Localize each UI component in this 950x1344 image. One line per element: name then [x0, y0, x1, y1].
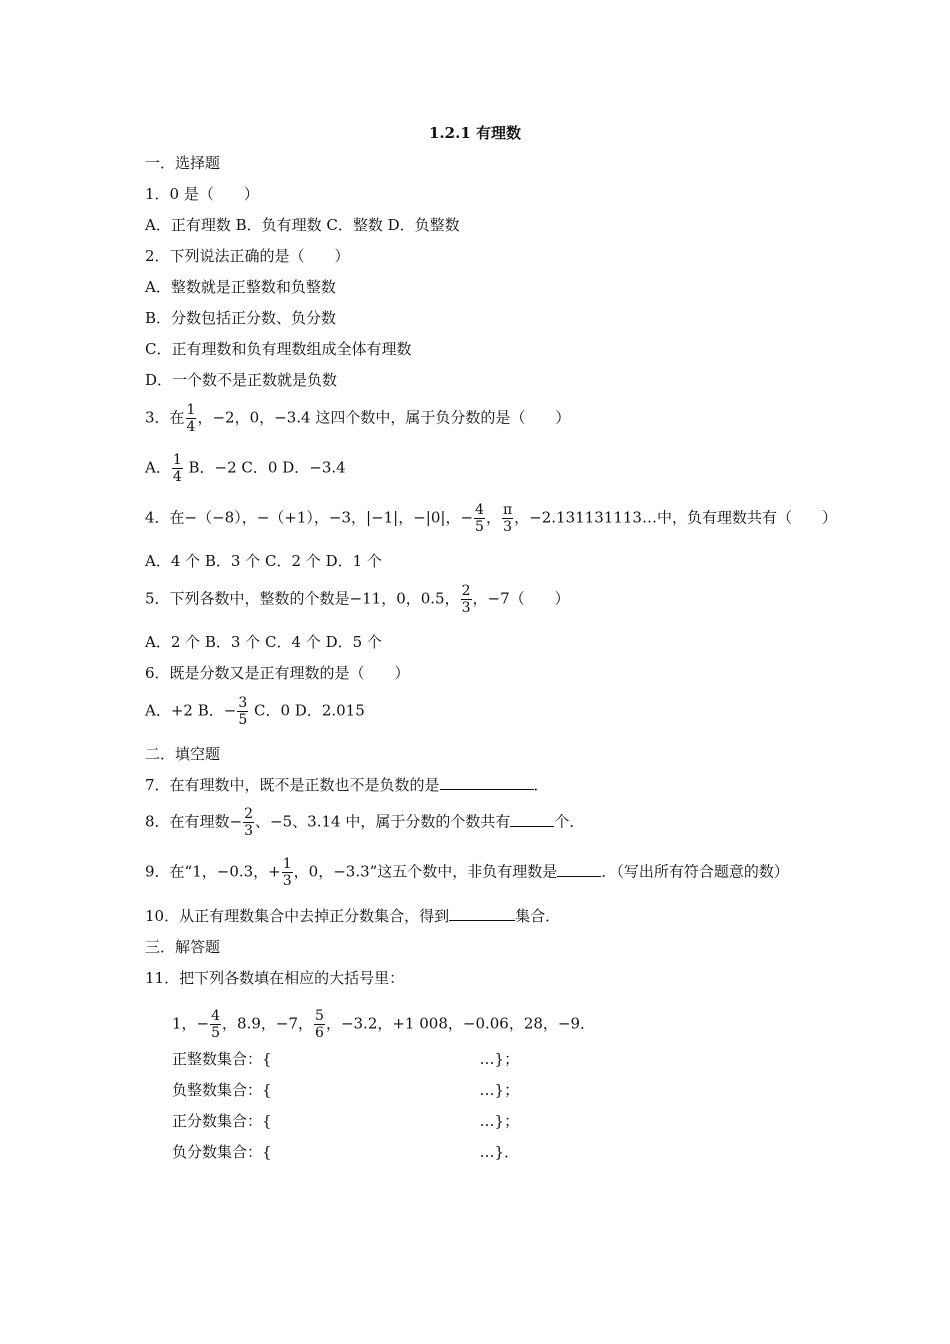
question-11-stem: 11．把下列各数填在相应的大括号里： — [145, 969, 405, 987]
fraction-one-quarter: $\frac{1}{4}$ — [186, 402, 196, 435]
fraction-four-fifths-q11: $\frac{4}{5}$ — [211, 1008, 221, 1041]
question-1-stem: 1．0 是（ ） — [145, 185, 259, 203]
question-8: 8．在有理数− $\frac{2}{3}$ 、−5、3.14 中，属于分数的个数共有 个． — [145, 806, 585, 839]
question-6-stem: 6．既是分数又是正有理数的是（ ） — [145, 664, 410, 682]
question-10: 10．从正有理数集合中去掉正分数集合，得到 集合． — [145, 907, 561, 925]
section-heading-choice: 一．选择题 — [145, 154, 221, 172]
set-negative-integers: 负整数集合：{ …}； — [172, 1081, 520, 1099]
question-9: 9．在“1，−0.3，+ $\frac{1}{3}$ ，0，−3.3”这五个数中，非负有理数是 ．（写出所有符合题意的数） — [145, 856, 789, 889]
fraction-three-fifths: $\frac{3}{5}$ — [238, 695, 248, 728]
question-2-option-b: B．分数包括正分数、负分数 — [145, 309, 337, 327]
question-2-option-a: A．整数就是正整数和负整数 — [145, 278, 336, 296]
question-6-options: A．+2 B．− $\frac{3}{5}$ C．0 D．2.015 — [145, 695, 365, 728]
fraction-two-thirds: $\frac{2}{3}$ — [461, 583, 471, 616]
question-5-options: A．2 个 B．3 个 C．4 个 D．5 个 — [145, 633, 382, 651]
question-2-option-d: D．一个数不是正数就是负数 — [145, 371, 338, 389]
fraction-pi-thirds: $\frac{\pi}{3}$ — [502, 502, 513, 535]
question-3-stem — [145, 402, 570, 435]
question-5-stem: 5．下列各数中，整数的个数是−11，0，0.5， $\frac{2}{3}$ ，−7（ ） — [145, 583, 570, 616]
fraction-one-quarter-option: $\frac{1}{4}$ — [172, 452, 182, 485]
question-4-options: A．4 个 B．3 个 C．2 个 D．1 个 — [145, 552, 382, 570]
q3-suffix: ，−2，0，−3.4 这四个数中，属于负分数的是（ ） — [197, 408, 571, 427]
answer-blank-9[interactable] — [557, 862, 601, 877]
question-4-stem: 4．在−（−8），−（+1），−3，|−1|，−|0|，− $\frac{4}{5}$ ， $\frac{\pi}{3}$ ，−2.131131113…中，负有理数共有（ ） — [145, 502, 837, 535]
fraction-four-fifths: $\frac{4}{5}$ — [475, 502, 484, 535]
fraction-one-third: $\frac{1}{3}$ — [282, 856, 292, 889]
question-3-options: A． $\frac{1}{4}$ B．−2 C．0 D．−3.4 — [145, 452, 346, 485]
section-heading-answer: 三．解答题 — [145, 938, 221, 956]
question-2-stem: 2．下列说法正确的是（ ） — [145, 247, 350, 265]
set-negative-fractions: 负分数集合：{ …}． — [172, 1143, 520, 1161]
answer-blank-10[interactable] — [449, 906, 515, 921]
answer-blank-8[interactable] — [510, 812, 554, 827]
fraction-two-thirds-q8: $\frac{2}{3}$ — [244, 806, 254, 839]
fraction-five-sixths: $\frac{5}{6}$ — [315, 1008, 324, 1041]
section-heading-fill: 二．填空题 — [145, 745, 221, 763]
set-positive-integers: 正整数集合：{ …}； — [172, 1050, 520, 1068]
answer-blank-7[interactable] — [440, 775, 534, 790]
question-7: 7．在有理数中，既不是正数也不是负数的是 ． — [145, 776, 549, 794]
set-positive-fractions: 正分数集合：{ …}； — [172, 1112, 520, 1130]
page-title: 1.2.1 有理数 — [429, 124, 521, 142]
q3-prefix: 3．在 — [145, 408, 185, 427]
question-11-numbers: 1，− $\frac{4}{5}$ ，8.9，−7， $\frac{5}{6}$ ，−3.2，+1 008，−0.06，28，−9． — [172, 1008, 596, 1041]
question-2-option-c: C．正有理数和负有理数组成全体有理数 — [145, 340, 412, 358]
question-1-options: A．正有理数 B．负有理数 C．整数 D．负整数 — [145, 216, 460, 234]
